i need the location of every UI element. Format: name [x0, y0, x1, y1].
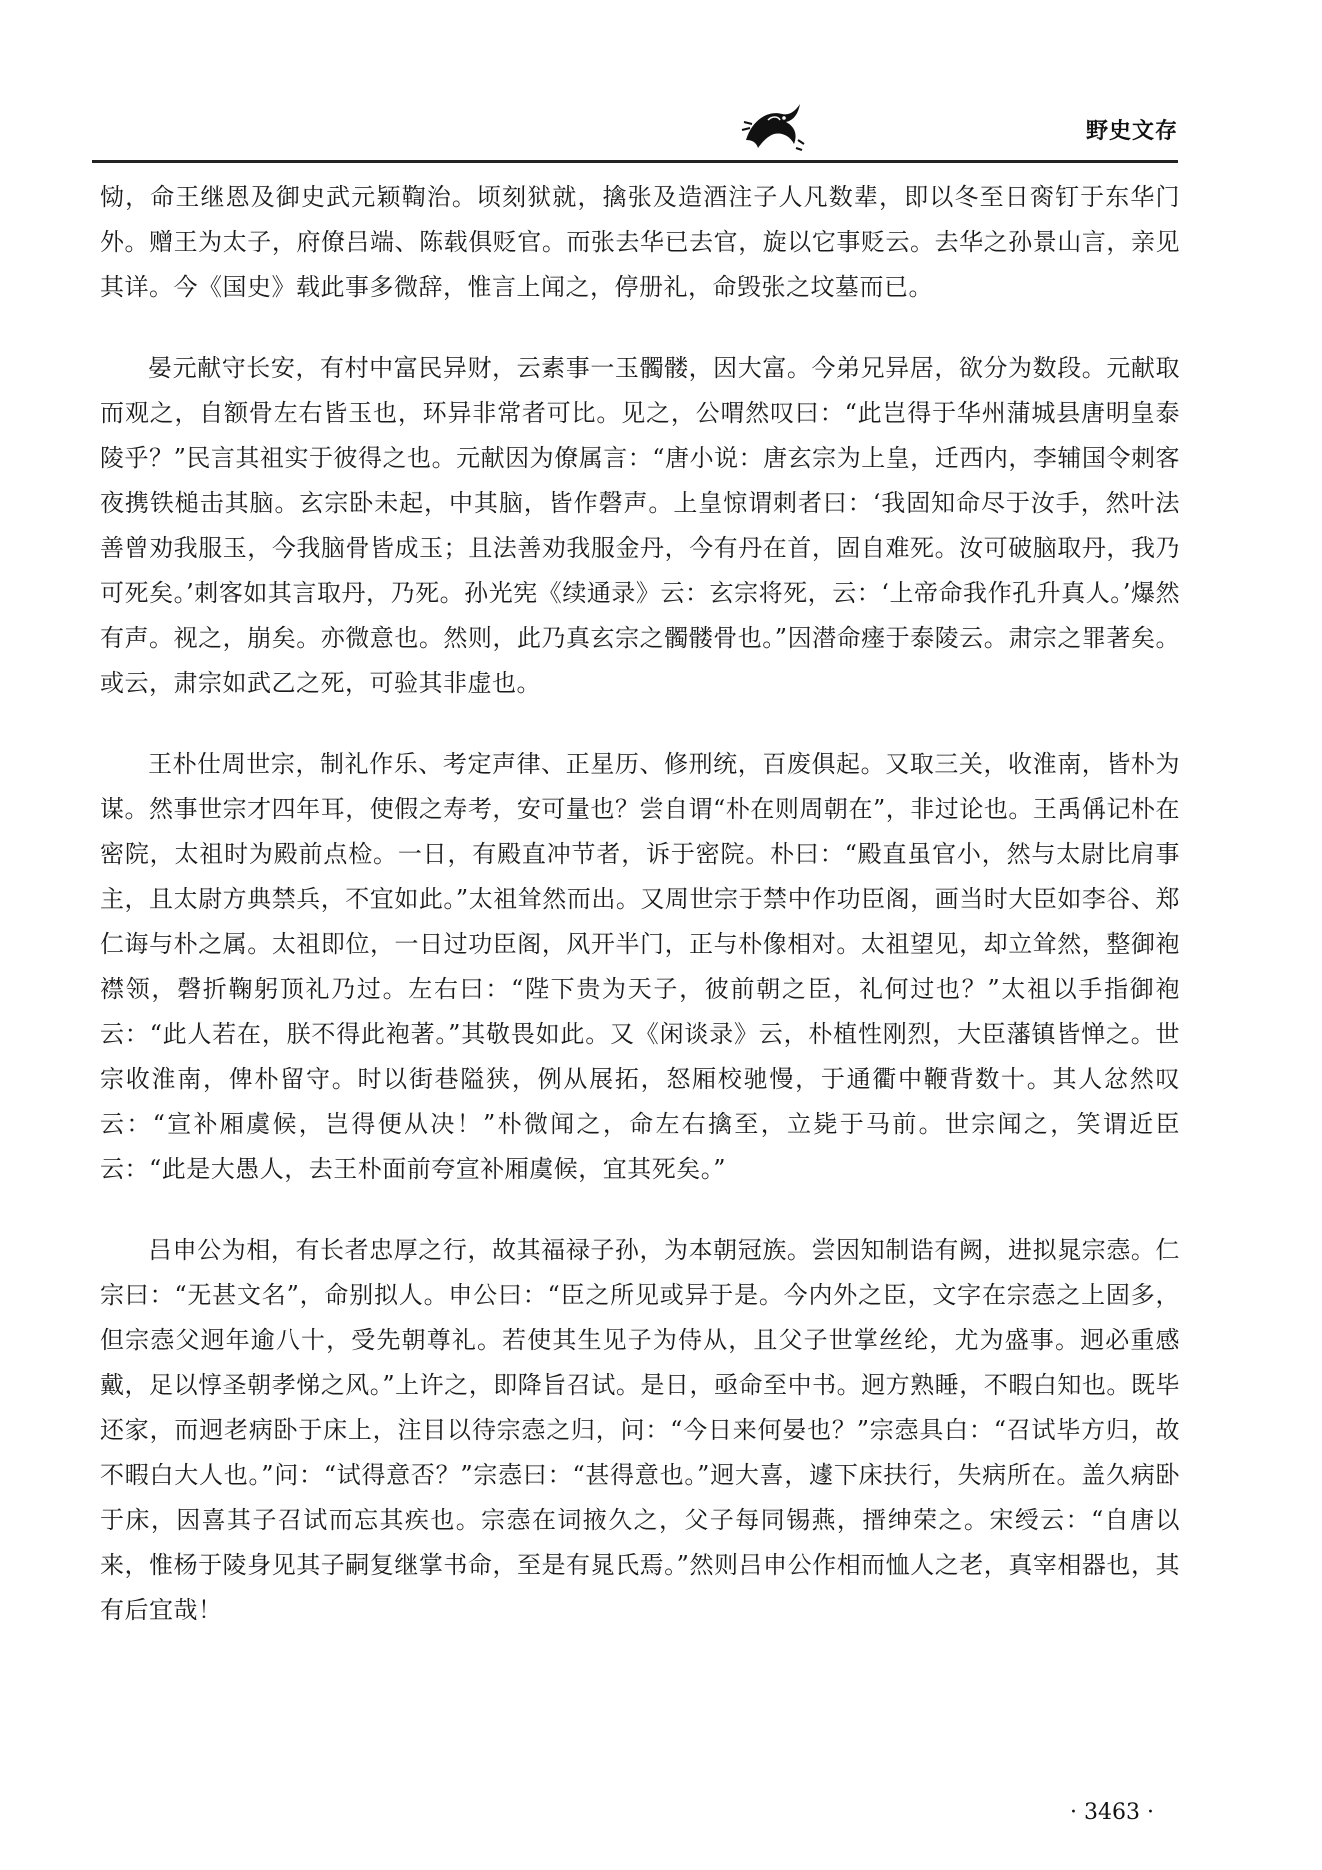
- page-number: · 3463 ·: [1070, 1800, 1154, 1825]
- paragraph: 晏元献守长安，有村中富民异财，云素事一玉髑髅，因大富。今弟兄异居，欲分为数段。元献取而观之，自额骨左右皆玉也，环异非常者可比。见之，公喟然叹曰：“此岂得于华州蒲城县唐明皇泰陵乎？”民言其祖实于彼得之也。元献因为僚属言：“唐小说：唐玄宗为上皇，迁西内，李辅国令刺客夜携铁槌击其脑。玄宗卧未起，中其脑，皆作磬声。上皇惊谓刺者曰：‘我固知命尽于汝手，然叶法善曾劝我服玉，今我脑骨皆成玉；且法善劝我服金丹，今有丹在首，固自难死。汝可破脑取丹，我乃可死矣。’刺客如其言取丹，乃死。孙光宪《续通录》云：玄宗将死，云：‘上帝命我作孔升真人。’爆然有声。视之，崩矣。亦微意也。然则，此乃真玄宗之髑髅骨也。”因潜命瘗于泰陵云。肃宗之罪著矣。或云，肃宗如武乙之死，可验其非虚也。: [100, 354, 1180, 697]
- paragraph: 恸，命王继恩及御史武元颖鞫治。顷刻狱就，擒张及造酒注子人凡数辈，即以冬至日脔钉于东华门外。赠王为太子，府僚吕端、陈载俱贬官。而张去华已去官，旋以它事贬云。去华之孙景山言，亲见其详。今《国史》载此事多微辞，惟言上闻之，停册礼，命毁张之坟墓而已。: [100, 183, 1180, 301]
- paragraph: 吕申公为相，有长者忠厚之行，故其福禄子孙，为本朝冠族。尝因知制诰有阙，进拟晁宗悫。仁宗曰：“无甚文名”，命别拟人。申公曰：“臣之所见或异于是。今内外之臣，文字在宗悫之上固多，但宗悫父迥年逾八十，受先朝尊礼。若使其生见子为侍从，且父子世掌丝纶，尤为盛事。迥必重感戴，足以惇圣朝孝悌之风。”上许之，即降旨召试。是日，亟命至中书。迥方熟睡，不暇白知也。既毕还家，而迥老病卧于床上，注目以待宗悫之归，问：“今日来何晏也？”宗悫具白：“召试毕方归，故不暇白大人也。”问：“试得意否？”宗悫曰：“甚得意也。”迥大喜，遽下床扶行，失病所在。盖久病卧于床，因喜其子召试而忘其疾也。宗悫在词掖久之，父子每同锡燕，搢绅荣之。宋绶云：“自唐以来，惟杨于陵身见其子嗣复继掌书命，至是有晁氏焉。”然则吕申公作相而恤人之老，真宰相器也，其有后宜哉！: [100, 1236, 1180, 1624]
- book-title: 野史文存: [1085, 119, 1178, 144]
- header-rule: [92, 160, 1178, 163]
- page-header: [100, 96, 1178, 156]
- paragraph: 王朴仕周世宗，制礼作乐、考定声律、正星历、修刑统，百废俱起。又取三关，收淮南，皆朴为谋。然事世宗才四年耳，使假之寿考，安可量也？尝自谓“朴在则周朝在”，非过论也。王禹偁记朴在密院，太祖时为殿前点检。一日，有殿直冲节者，诉于密院。朴曰：“殿直虽官小，然与太尉比肩事主，且太尉方典禁兵，不宜如此。”太祖耸然而出。又周世宗于禁中作功臣阁，画当时大臣如李谷、郑仁诲与朴之属。太祖即位，一日过功臣阁，风开半门，正与朴像相对。太祖望见，却立耸然，整御袍襟领，磬折鞠躬顶礼乃过。左右曰：“陛下贵为天子，彼前朝之臣，礼何过也？”太祖以手指御袍云：“此人若在，朕不得此袍著。”其敬畏如此。又《闲谈录》云，朴植性刚烈，大臣藩镇皆惮之。世宗收淮南，俾朴留守。时以街巷隘狭，例从展拓，怒厢校驰慢，于通衢中鞭背数十。其人忿然叹云：“宣补厢虞候，岂得便从决！”朴微闻之，命左右擒至，立毙于马前。世宗闻之，笑谓近臣云：“此是大愚人，去王朴面前夸宣补厢虞候，宜其死矣。”: [100, 750, 1180, 1183]
- page-body: [100, 175, 1180, 1669]
- dragon-emblem-icon: [738, 100, 808, 152]
